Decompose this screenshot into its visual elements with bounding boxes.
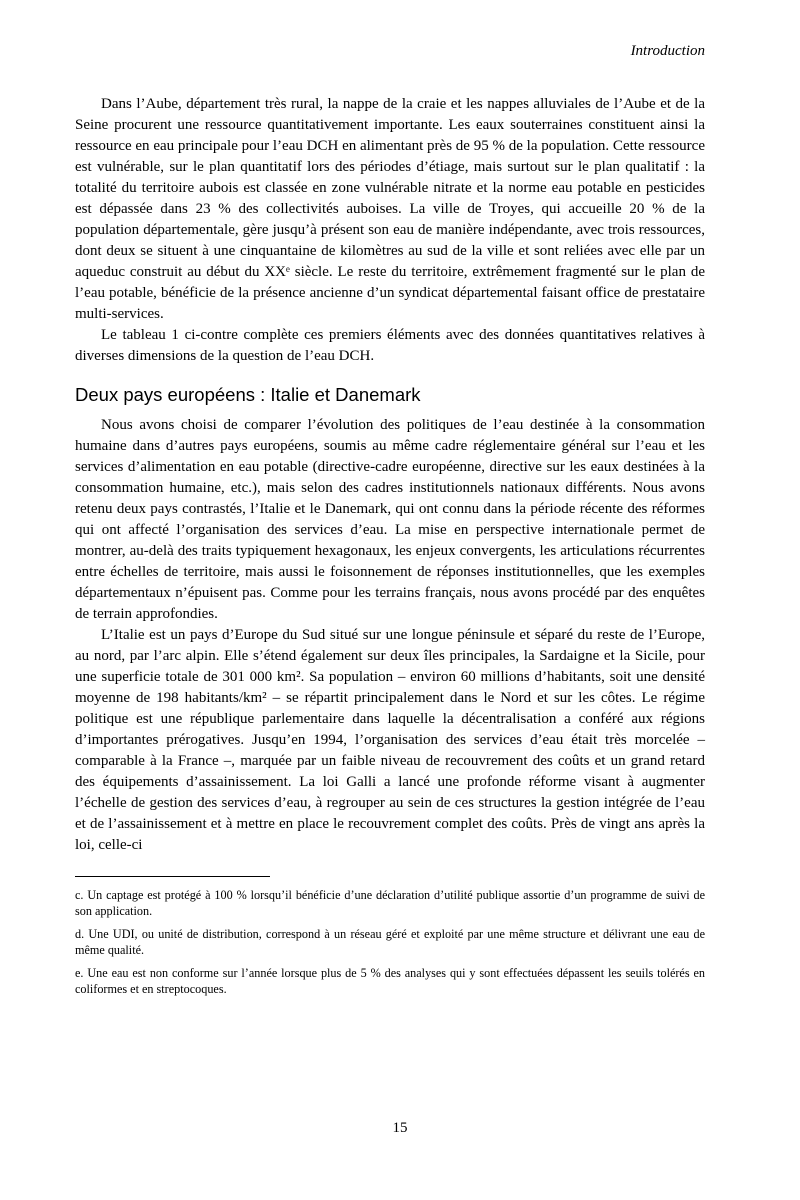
footnote-rule xyxy=(75,876,270,877)
paragraph: L’Italie est un pays d’Europe du Sud situé sur une longue péninsule et séparé du reste de l’Europe, au nord, par l’arc alpin. Elle s’étend également sur deux îles principales, la Sardaigne et la Sicile, pour une superficie totale de 301 000 km². Sa population – environ 60 millions d’habitants, soit une densité moyenne de 198 habitants/km² – se répartit principalement dans le Nord et sur les côtes. Le régime politique est une république parlementaire dans laquelle la décentralisation a conféré aux régions d’importantes prérogatives. Jusqu’en 1994, l’organisation des services d’eau était très morcelée – comparable à la France –, marquée par un faible niveau de recouvrement des coûts et un grand retard des équipements d’assainissement. La loi Galli a lancé une profonde réforme visant à augmenter l’échelle de gestion des services d’eau, à regrouper au sein de ces structures la gestion intégrée de l’eau et de l’assainissement et à mettre en place le recouvrement complet des coûts. Près de vingt ans après la loi, celle-ci xyxy=(75,627,705,853)
paragraph: Le tableau 1 ci-contre complète ces premiers éléments avec des données quantitatives relatives à diverses dimensions de la question de l’eau DCH. xyxy=(75,327,705,364)
footnote: e. Une eau est non conforme sur l’année lorsque plus de 5 % des analyses qui y sont effectuées dépassent les seuils tolérés en coliformes et en streptocoques. xyxy=(75,966,705,996)
footnote: c. Un captage est protégé à 100 % lorsqu’il bénéficie d’une déclaration d’utilité publique assortie d’un programme de suivi de son application. xyxy=(75,888,705,918)
text-block xyxy=(75,42,705,1005)
running-header: Introduction xyxy=(630,43,705,59)
page-number: 15 xyxy=(392,1120,408,1136)
footnote-block xyxy=(75,876,705,997)
section-heading: Deux pays européens : Italie et Danemark xyxy=(75,384,421,405)
paragraph: Dans l’Aube, département très rural, la nappe de la craie et les nappes alluviales de l’Aube et de la Seine procurent une ressource quantitativement importante. Les eaux souterraines constituent ainsi la ressource en eau principale pour l’eau DCH en alimentant près de 95 % de la population. Cette ressource est vulnérable, sur le plan quantitatif lors des périodes d’étiage, mais surtout sur le plan qualitatif : la totalité du territoire aubois est classée en zone vulnérable nitrate et la norme eau potable en pesticides est dépassée dans 23 % des collectivités auboises. La ville de Troyes, qui accueille 20 % de la population départementale, gère jusqu’à présent son eau de manière indépendante, avec trois ressources, dont deux se situent à une cinquantaine de kilomètres au sud de la ville et sont reliées avec elle par un aqueduc construit au début du XXᵉ siècle. Le reste du territoire, extrêmement fragmenté sur le plan de l’eau potable, bénéficie de la présence ancienne d’un syndicat départemental faisant office de prestataire multi-services. xyxy=(75,96,705,322)
footnote: d. Une UDI, ou unité de distribution, correspond à un réseau géré et exploité par une même structure et délivrant une eau de même qualité. xyxy=(75,927,705,957)
paragraph: Nous avons choisi de comparer l’évolution des politiques de l’eau destinée à la consommation humaine dans d’autres pays européens, soumis au même cadre réglementaire général sur l’eau et les services d’alimentation en eau potable (directive-cadre européenne, directive sur les eaux destinées à la consommation humaine, etc.), mais selon des cadres institutionnels nationaux différents. Nous avons retenu deux pays contrastés, l’Italie et le Danemark, qui ont connu dans la période récente des réformes qui ont affecté l’organisation des services d’eau. La mise en perspective internationale permet de montrer, au-delà des traits typiquement hexagonaux, les enjeux convergents, les articulations récurrentes entre échelles de territoire, mais aussi le foisonnement de réponses institutionnelles, que les exemples départementaux n’épuisent pas. Comme pour les terrains français, nous avons procédé par des enquêtes de terrain approfondies. xyxy=(75,417,705,622)
